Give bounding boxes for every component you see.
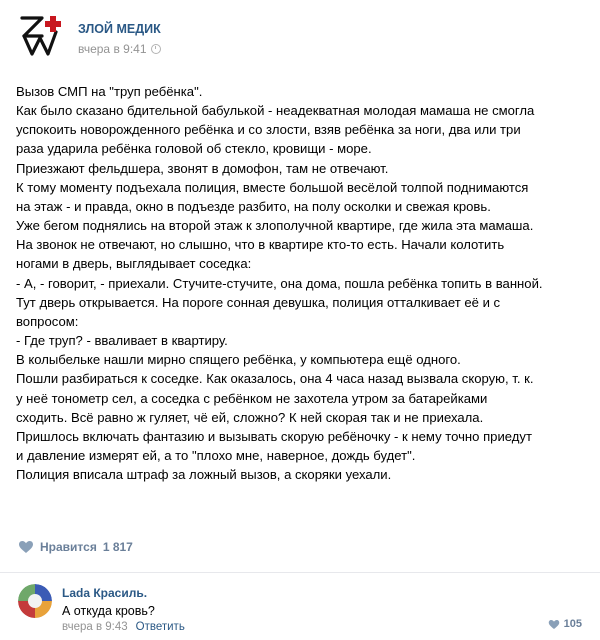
post-text-line: и давление измерят ей, а то "плохо мне, наверное, дождь будет". [16, 447, 416, 463]
post-text-line: Вызов СМП на "труп ребёнка". [16, 84, 203, 99]
comment-like-button[interactable] [548, 618, 582, 630]
like-count: 1 817 [102, 540, 133, 554]
post-text [16, 82, 586, 484]
heart-icon [18, 540, 34, 554]
heart-icon [548, 619, 560, 630]
post-time-text: вчера в 9:41 [78, 42, 147, 56]
comment-text: А откуда кровь? [62, 604, 155, 618]
post-text-line: на этаж - и правда, окно в подъезде разбито, на полу осколки и свежая кровь. [16, 198, 491, 214]
comment-like-count: 105 [563, 618, 582, 630]
comment-time[interactable]: вчера в 9:43 [62, 621, 128, 633]
post-text-line: Полиция вписала штраф за ложный вызов, а скоряки уехали. [16, 467, 392, 483]
clock-icon [151, 44, 161, 54]
post-text-line: Пошли разбираться к соседке. Как оказалось, она 4 часа назад вызвала скорую, т. к. [16, 371, 534, 387]
post-text-line: Уже бегом поднялись на второй этаж к злополучной квартире, где жила эта мамаша. [16, 218, 534, 234]
like-label: Нравится [40, 540, 97, 554]
post-text-line: у неё тонометр сел, а соседка с ребёнком не захотела утром за батарейками [16, 390, 488, 406]
post-text-line: - А, - говорит, - приехали. Стучите-стучите, она дома, пошла ребёнка топить в ванной. [16, 275, 543, 291]
like-button[interactable] [18, 540, 133, 554]
comment-author-link[interactable]: Lada Красиль. [62, 586, 148, 600]
post-text-line: Пришлось включать фантазию и вызывать скорую ребёночку - к нему точно приедут [16, 428, 532, 444]
divider [0, 572, 600, 573]
post-text-line: На звонок не отвечают, но слышно, что в квартире кто-то есть. Начали колотить [16, 237, 505, 253]
post-text-line: вопросом: [16, 313, 79, 329]
post-text-line: - Где труп? - вваливает в квартиру. [16, 333, 228, 349]
post-text-line: В колыбельке нашли мирно спящего ребёнка, у компьютера ещё одного. [16, 352, 461, 368]
post-text-line: Как было сказано бдительной бабулькой - неадекватная молодая мамаша не смогла [16, 103, 535, 119]
group-name-link[interactable]: ЗЛОЙ МЕДИК [78, 22, 161, 36]
comment [0, 574, 600, 640]
avatar[interactable] [18, 584, 52, 618]
post-text-line: К тому моменту подъехала полиция, вместе большой весёлой толпой поднимаются [16, 179, 529, 195]
post-text-line: успокоить новорожденного ребёнка и со злости, взяв ребёнка за ноги, два или три [16, 122, 521, 138]
reply-button[interactable]: Ответить [135, 621, 185, 633]
post-text-line: раза ударила ребёнка головой об стекло, кровищи - море. [16, 141, 372, 157]
post-text-line: сходить. Всё равно ж гуляет, чё ей, сложно? К ней скорая так и не приехала. [16, 409, 484, 425]
post-text-line: Приезжают фельдшера, звонят в домофон, там не отвечают. [16, 160, 389, 176]
post-text-line: ногами в дверь, выглядывает соседка: [16, 256, 252, 272]
group-logo-icon[interactable] [16, 12, 64, 60]
comment-meta [62, 621, 185, 633]
post-time[interactable] [78, 42, 161, 56]
post-text-line: Тут дверь открывается. На пороге сонная девушка, полиция отталкивает её и с [16, 294, 501, 310]
